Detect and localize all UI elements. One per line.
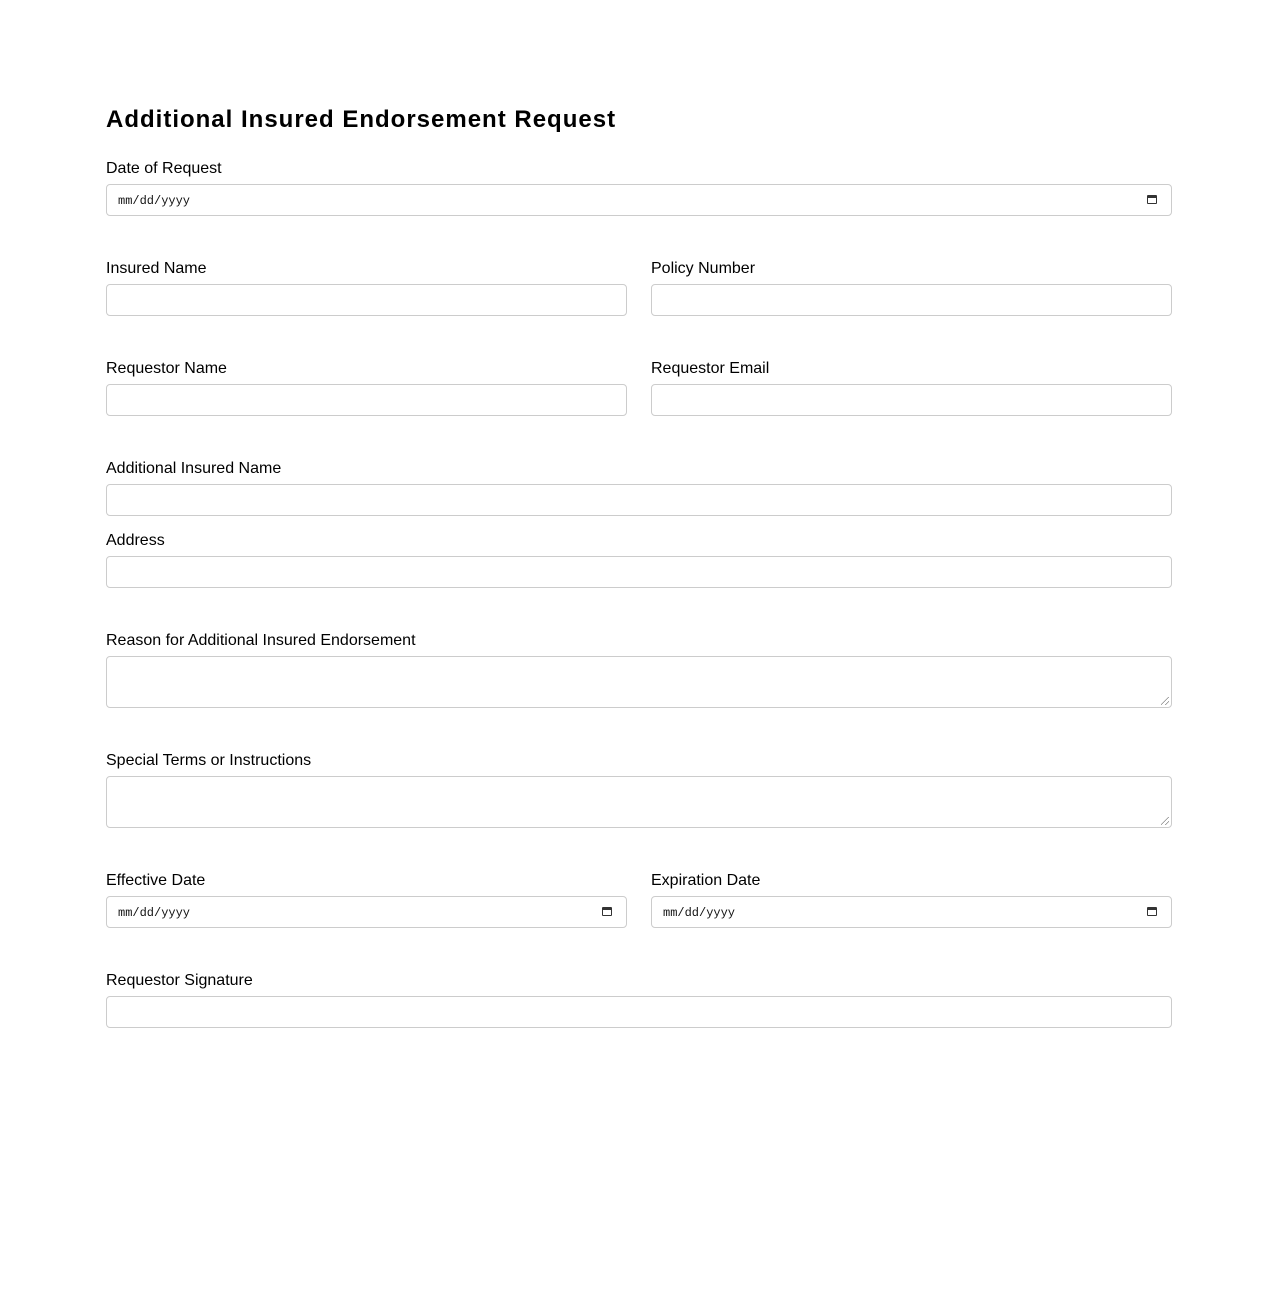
requestor-email-field (651, 360, 1172, 416)
expiration-date-input[interactable] (651, 896, 1172, 928)
special-terms-textarea[interactable] (106, 776, 1172, 828)
special-terms-field (106, 752, 1172, 828)
date-placeholder: mm/dd/yyyy (118, 194, 191, 208)
special-terms-label: Special Terms or Instructions (106, 752, 312, 769)
policy-number-input[interactable] (651, 284, 1172, 316)
reason-field (106, 632, 1172, 708)
requestor-signature-input[interactable] (106, 996, 1172, 1028)
address-input[interactable] (106, 556, 1172, 588)
expiration-date-field (651, 872, 1172, 928)
resize-handle-icon[interactable] (1161, 697, 1169, 705)
requestor-signature-label: Requestor Signature (106, 972, 253, 989)
effective-date-label: Effective Date (106, 872, 206, 889)
calendar-icon[interactable] (1147, 195, 1157, 204)
policy-number-field (651, 260, 1172, 316)
insured-name-input[interactable] (106, 284, 627, 316)
requestor-signature-field (106, 972, 1172, 1028)
form-title: Additional Insured Endorsement Request (106, 106, 617, 133)
reason-label: Reason for Additional Insured Endorsement (106, 632, 416, 649)
address-field (106, 532, 1172, 588)
date-of-request-input[interactable] (106, 184, 1172, 216)
reason-textarea[interactable] (106, 656, 1172, 708)
date-placeholder: mm/dd/yyyy (663, 906, 736, 920)
date-placeholder: mm/dd/yyyy (118, 906, 191, 920)
requestor-name-label: Requestor Name (106, 360, 227, 377)
resize-handle-icon[interactable] (1161, 817, 1169, 825)
additional-insured-name-field (106, 460, 1172, 516)
calendar-icon[interactable] (1147, 907, 1157, 916)
date-of-request-field (106, 160, 1172, 216)
effective-date-field (106, 872, 627, 928)
additional-insured-name-input[interactable] (106, 484, 1172, 516)
requestor-email-label: Requestor Email (651, 360, 770, 377)
requestor-email-input[interactable] (651, 384, 1172, 416)
policy-number-label: Policy Number (651, 260, 756, 277)
requestor-name-field (106, 360, 627, 416)
insured-name-field (106, 260, 627, 316)
additional-insured-name-label: Additional Insured Name (106, 460, 282, 477)
date-of-request-label: Date of Request (106, 160, 222, 177)
effective-date-input[interactable] (106, 896, 627, 928)
expiration-date-label: Expiration Date (651, 872, 761, 889)
address-label: Address (106, 532, 165, 549)
calendar-icon[interactable] (602, 907, 612, 916)
insured-name-label: Insured Name (106, 260, 207, 277)
requestor-name-input[interactable] (106, 384, 627, 416)
